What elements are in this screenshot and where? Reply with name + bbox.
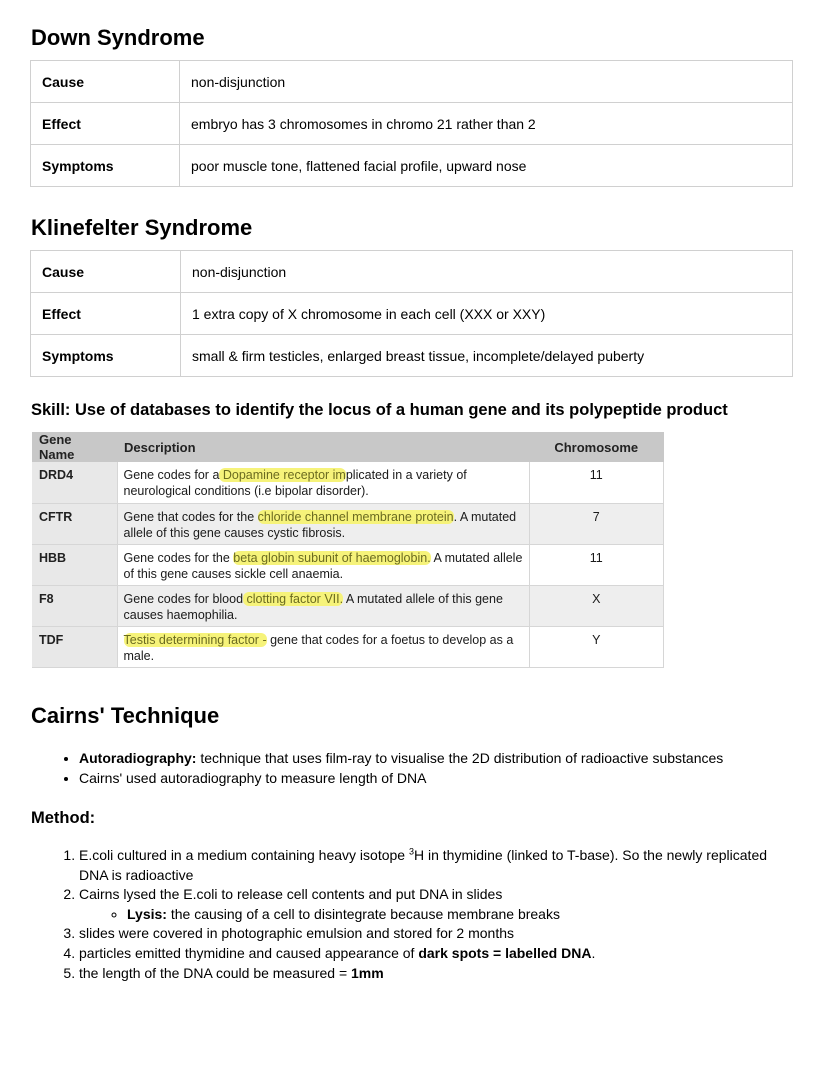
method-steps-list (55, 846, 779, 983)
list-item (79, 885, 779, 924)
down-syndrome-table (30, 60, 793, 187)
table-row (31, 335, 793, 377)
gene-description (117, 544, 529, 585)
desc-text: . A mutated allele of this gene causes cystic fibrosis. (123, 509, 517, 540)
step-text: E.coli cultured in a medium containing heavy isotope (79, 847, 409, 863)
klinefelter-syndrome-heading: Klinefelter Syndrome (31, 215, 253, 240)
step-text: slides were covered in photographic emulsion and stored for 2 months (79, 925, 515, 942)
desc-text: gene that codes for a foetus to develop as a male. (123, 632, 514, 663)
gene-description (117, 626, 529, 667)
highlighted-text: beta globin subunit of haemoglobin. (233, 550, 431, 565)
desc-text: Gene that codes for the (123, 509, 258, 524)
effect-label: Effect (31, 293, 181, 335)
table-row (32, 544, 664, 585)
highlighted-text: chloride channel membrane protein (257, 509, 454, 524)
highlighted-text: Dopamine receptor im (219, 468, 346, 482)
sub-list (79, 905, 779, 925)
symptoms-label: Symptoms (31, 145, 180, 187)
chromosome-value: 11 (529, 544, 664, 585)
table-row (32, 503, 664, 544)
step-text: . (591, 944, 596, 961)
bullet-text: technique that uses film-ray to visualise the 2D distribution of radioactive substances (196, 750, 724, 766)
gene-name: F8 (32, 585, 117, 626)
down-syndrome-heading: Down Syndrome (31, 25, 205, 50)
step-text: particles emitted thymidine and caused appearance of (79, 944, 419, 961)
table-row (32, 462, 664, 503)
list-item (79, 846, 779, 885)
cause-label: Cause (31, 251, 181, 293)
chromosome-value: Y (529, 626, 664, 667)
header-chromosome: Chromosome (529, 432, 664, 462)
term-bold: 1mm (351, 964, 384, 981)
table-row (31, 251, 793, 293)
skill-heading: Skill: Use of databases to identify the locus of a human gene and its polypeptide product (31, 401, 728, 419)
highlighted-text: Testis determining factor - (123, 632, 267, 647)
gene-description (117, 585, 529, 626)
step-text: the causing of a cell to disintegrate because membrane breaks (166, 905, 560, 922)
effect-value: 1 extra copy of X chromosome in each cell (XXX or XXY) (181, 293, 793, 335)
effect-label: Effect (31, 103, 180, 145)
step-text: the length of the DNA could be measured = (79, 964, 352, 981)
table-row (32, 626, 664, 667)
superscript: 3 (408, 846, 414, 857)
cause-label: Cause (31, 61, 180, 103)
symptoms-value: small & firm testicles, enlarged breast tissue, incomplete/delayed puberty (181, 335, 793, 377)
step-text: H in thymidine (linked to T-base). So the newly replicated DNA is radioactive (79, 847, 768, 883)
chromosome-value: 7 (529, 503, 664, 544)
gene-table-header (32, 432, 664, 462)
cause-value: non-disjunction (180, 61, 793, 103)
method-heading: Method: (31, 809, 96, 827)
symptoms-value: poor muscle tone, flattened facial profile, upward nose (180, 145, 793, 187)
table-row (31, 145, 793, 187)
gene-table (32, 432, 664, 668)
list-item (127, 905, 779, 925)
symptoms-label: Symptoms (31, 335, 181, 377)
highlighted-text: clotting factor VII. (243, 591, 344, 606)
gene-name: DRD4 (32, 462, 117, 503)
table-row (32, 585, 664, 626)
cairns-bullet-list (55, 748, 723, 788)
desc-text: Gene codes for the (123, 550, 234, 565)
table-row (31, 293, 793, 335)
list-item (79, 748, 723, 768)
desc-text: Gene codes for a (123, 468, 220, 482)
cause-value: non-disjunction (181, 251, 793, 293)
chromosome-value: 11 (529, 462, 664, 503)
table-row (31, 103, 793, 145)
desc-text: Gene codes for blood (123, 591, 244, 606)
term-bold: Autoradiography: (79, 750, 197, 766)
desc-text: A mutated allele of this gene causes haemophilia. (123, 591, 503, 622)
gene-description (117, 462, 529, 503)
bullet-text: Cairns' used autoradiography to measure length of DNA (79, 770, 427, 786)
cairns-technique-heading: Cairns' Technique (31, 703, 220, 728)
table-row (31, 61, 793, 103)
step-text: Cairns lysed the E.coli to release cell contents and put DNA in slides (79, 886, 503, 903)
list-item (79, 768, 723, 788)
header-gene-name: Gene Name (32, 432, 117, 462)
desc-text: plicated in a variety of neurological conditions (i.e bipolar disorder). (123, 468, 467, 498)
list-item (79, 924, 779, 944)
list-item (79, 944, 779, 964)
effect-value: embryo has 3 chromosomes in chromo 21 rather than 2 (180, 103, 793, 145)
term-bold: Lysis: (127, 905, 167, 922)
gene-description (117, 503, 529, 544)
list-item (79, 964, 779, 984)
chromosome-value: X (529, 585, 664, 626)
gene-name: TDF (32, 626, 117, 667)
gene-name: HBB (32, 544, 117, 585)
term-bold: dark spots = labelled DNA (418, 944, 592, 961)
gene-name: CFTR (32, 503, 117, 544)
header-description: Description (117, 432, 529, 462)
desc-text: A mutated allele of this gene causes sickle cell anaemia. (123, 550, 523, 581)
klinefelter-syndrome-table (30, 250, 793, 377)
